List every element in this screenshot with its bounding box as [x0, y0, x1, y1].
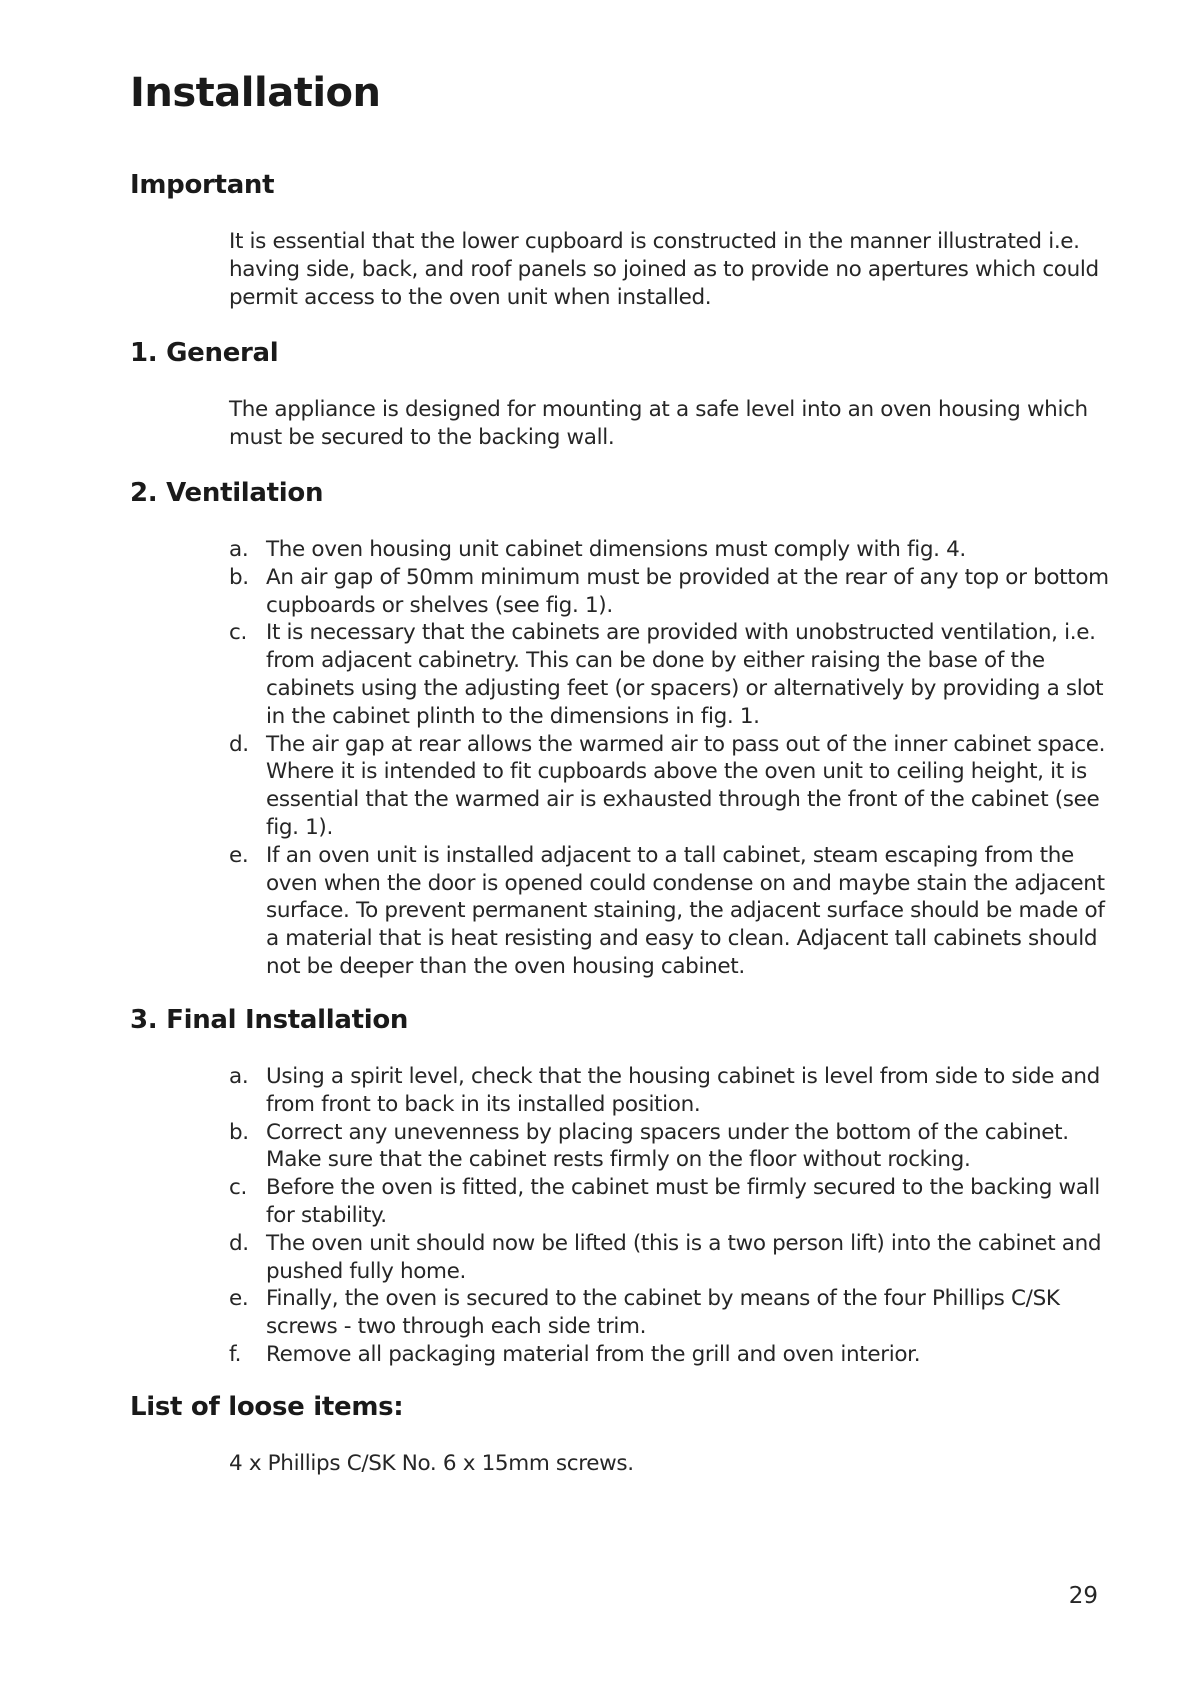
list-marker: d.: [229, 731, 249, 757]
list-item: [229, 1341, 1109, 1369]
list-item-text: It is necessary that the cabinets are provided with unobstructed ventilation, i.e. from adjacent cabinetry. This can be done by either raising the base of the cabinets using the adjusting feet (or spacers) or alternatively by providing a slot in the cabinet plinth to the dimensions in fig. 1.: [266, 620, 1104, 729]
list-marker: b.: [229, 1119, 249, 1145]
list-marker: e.: [229, 1286, 249, 1312]
loose-items-heading: List of loose items:: [130, 1392, 404, 1422]
list-item: [229, 619, 1109, 730]
list-marker: c.: [229, 1175, 247, 1201]
list-item: [229, 731, 1109, 842]
ventilation-list: [229, 536, 1109, 981]
final-installation-list: [229, 1063, 1109, 1369]
list-item: [229, 1230, 1109, 1286]
list-item-text: If an oven unit is installed adjacent to a tall cabinet, steam escaping from the oven when the door is opened could condense on and maybe stain the adjacent surface. To prevent permanent staining, the adjacent surface should be made of a material that is heat resisting and easy to clean. Adjacent tall cabinets should not be deeper than the oven housing cabinet.: [266, 842, 1105, 979]
list-marker: b.: [229, 564, 249, 590]
list-item-text: An air gap of 50mm minimum must be provided at the rear of any top or bottom cupboards or shelves (see fig. 1).: [266, 564, 1109, 618]
list-item-text: Before the oven is fitted, the cabinet must be firmly secured to the backing wall for stability.: [266, 1175, 1100, 1228]
list-item-text: The air gap at rear allows the warmed air to pass out of the inner cabinet space. Where it is intended to fit cupboards above the oven unit to ceiling height, it is essential that the warmed air is exhausted through the front of the cabinet (see fig. 1).: [266, 731, 1106, 840]
important-heading: Important: [130, 170, 275, 200]
list-marker: a.: [229, 1064, 249, 1089]
list-item-text: The oven housing unit cabinet dimensions must comply with fig. 4.: [266, 537, 966, 562]
general-text: The appliance is designed for mounting at a safe level into an oven housing which must be secured to the backing wall.: [229, 397, 1088, 450]
page-number: 29: [1068, 1583, 1098, 1609]
page-title: Installation: [130, 70, 381, 116]
list-item: [229, 842, 1109, 981]
list-marker: e.: [229, 842, 249, 868]
list-item-text: Finally, the oven is secured to the cabinet by means of the four Phillips C/SK screws - two through each side trim.: [266, 1286, 1060, 1340]
list-item-text: The oven unit should now be lifted (this is a two person lift) into the cabinet and pushed fully home.: [266, 1230, 1102, 1284]
ventilation-heading: 2. Ventilation: [130, 478, 324, 508]
list-marker: d.: [229, 1230, 249, 1256]
list-item-text: Correct any unevenness by placing spacers under the bottom of the cabinet. Make sure that the cabinet rests firmly on the floor without rocking.: [266, 1119, 1069, 1173]
final-installation-heading: 3. Final Installation: [130, 1005, 409, 1035]
list-item: [229, 1063, 1109, 1119]
list-item: [229, 1119, 1109, 1175]
general-heading: 1. General: [130, 338, 279, 368]
list-item: [229, 1285, 1109, 1341]
list-item: [229, 1174, 1109, 1230]
list-marker: c.: [229, 620, 247, 646]
important-text: It is essential that the lower cupboard is constructed in the manner illustrated i.e. having side, back, and roof panels so joined as to provide no apertures which could permit access to the oven unit when installed.: [229, 229, 1099, 310]
loose-items-text: 4 x Phillips C/SK No. 6 x 15mm screws.: [229, 1451, 634, 1476]
list-item: [229, 564, 1109, 620]
list-item: [229, 536, 1109, 564]
list-item-text: Using a spirit level, check that the housing cabinet is level from side to side and from front to back in its installed position.: [266, 1064, 1100, 1117]
list-marker: f.: [229, 1341, 242, 1367]
list-marker: a.: [229, 537, 249, 562]
list-item-text: Remove all packaging material from the grill and oven interior.: [266, 1341, 921, 1367]
